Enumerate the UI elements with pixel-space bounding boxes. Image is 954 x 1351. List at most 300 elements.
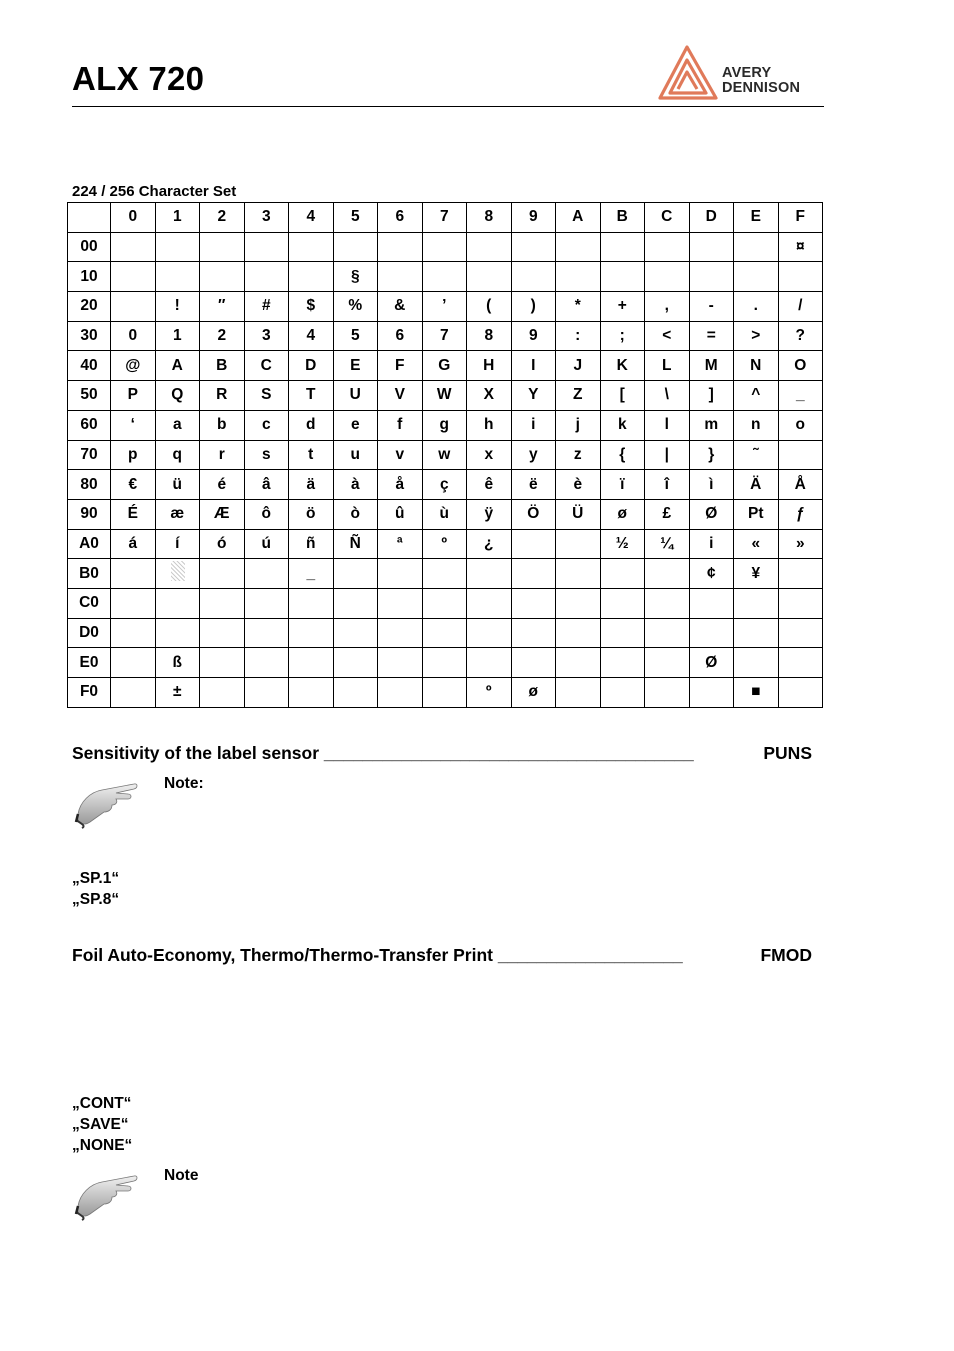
character-cell: | [645, 440, 690, 470]
column-header: 7 [422, 203, 467, 233]
character-cell: ù [422, 499, 467, 529]
character-cell: Ø [689, 648, 734, 678]
row-header: 00 [68, 232, 111, 262]
character-cell: û [378, 499, 423, 529]
character-cell: o [778, 410, 823, 440]
sensitivity-label: Sensitivity of the label sensor ______________________________________ [72, 743, 694, 763]
character-cell [600, 648, 645, 678]
character-cell: Ä [734, 470, 779, 500]
character-cell [511, 559, 556, 589]
character-cell [556, 618, 601, 648]
character-cell: > [734, 321, 779, 351]
pointing-hand-icon [72, 1172, 150, 1222]
foil-value-none: „NONE“ [72, 1137, 133, 1154]
character-cell [200, 618, 245, 648]
column-header: F [778, 203, 823, 233]
character-cell [200, 262, 245, 292]
table-row [68, 351, 823, 381]
document-title: ALX 720 [72, 60, 205, 97]
character-cell [734, 232, 779, 262]
table-row [68, 410, 823, 440]
character-cell [778, 618, 823, 648]
character-cell: Y [511, 381, 556, 411]
character-cell [200, 678, 245, 708]
table-row [68, 470, 823, 500]
character-cell: } [689, 440, 734, 470]
row-header: 10 [68, 262, 111, 292]
character-cell [511, 648, 556, 678]
character-cell: M [689, 351, 734, 381]
character-cell [511, 588, 556, 618]
table-row [68, 678, 823, 708]
character-cell: ƒ [778, 499, 823, 529]
character-cell [689, 618, 734, 648]
character-cell [778, 440, 823, 470]
character-cell [378, 232, 423, 262]
character-cell: d [289, 410, 334, 440]
character-cell: W [422, 381, 467, 411]
character-cell [422, 648, 467, 678]
character-cell [778, 648, 823, 678]
character-cell: s [244, 440, 289, 470]
character-cell: ¤ [778, 232, 823, 262]
character-cell [111, 588, 156, 618]
column-header: 5 [333, 203, 378, 233]
column-header: 4 [289, 203, 334, 233]
row-header: A0 [68, 529, 111, 559]
character-cell: 5 [333, 321, 378, 351]
character-cell [467, 618, 512, 648]
character-cell: æ [155, 499, 200, 529]
table-row [68, 648, 823, 678]
character-cell: f [378, 410, 423, 440]
character-cell: l [645, 410, 690, 440]
character-cell: Ñ [333, 529, 378, 559]
character-cell: c [244, 410, 289, 440]
character-cell: h [467, 410, 512, 440]
character-cell: ″ [200, 292, 245, 322]
character-cell: « [734, 529, 779, 559]
character-cell [111, 232, 156, 262]
character-cell [511, 232, 556, 262]
character-cell: . [734, 292, 779, 322]
character-cell: Æ [200, 499, 245, 529]
character-cell: â [244, 470, 289, 500]
character-cell: e [333, 410, 378, 440]
character-cell: ë [511, 470, 556, 500]
character-cell: ò [333, 499, 378, 529]
character-cell [244, 618, 289, 648]
character-cell: ö [289, 499, 334, 529]
character-cell: < [645, 321, 690, 351]
character-cell: £ [645, 499, 690, 529]
table-caption: 224 / 256 Character Set [72, 183, 237, 200]
character-cell: i [511, 410, 556, 440]
character-cell [422, 262, 467, 292]
character-cell [645, 618, 690, 648]
character-cell: r [200, 440, 245, 470]
table-row [68, 321, 823, 351]
character-cell: 2 [200, 321, 245, 351]
character-cell [378, 678, 423, 708]
sensitivity-note-label: Note: [164, 775, 204, 792]
character-cell: i [689, 529, 734, 559]
character-cell: I [511, 351, 556, 381]
character-cell: L [645, 351, 690, 381]
character-cell [200, 648, 245, 678]
character-cell [333, 678, 378, 708]
character-cell: m [689, 410, 734, 440]
row-header: D0 [68, 618, 111, 648]
character-cell [378, 648, 423, 678]
character-cell [467, 232, 512, 262]
character-cell [645, 588, 690, 618]
character-cell [556, 232, 601, 262]
character-cell: ü [155, 470, 200, 500]
character-cell: % [333, 292, 378, 322]
character-cell: î [645, 470, 690, 500]
character-cell: € [111, 470, 156, 500]
character-cell [422, 232, 467, 262]
character-cell: $ [289, 292, 334, 322]
row-header: 40 [68, 351, 111, 381]
character-cell [600, 559, 645, 589]
table-row [68, 529, 823, 559]
character-cell [378, 262, 423, 292]
character-cell: ± [155, 678, 200, 708]
character-cell: á [111, 529, 156, 559]
row-header: 90 [68, 499, 111, 529]
character-cell [645, 648, 690, 678]
character-cell: ñ [289, 529, 334, 559]
character-cell: ú [244, 529, 289, 559]
character-cell [422, 618, 467, 648]
character-cell [200, 588, 245, 618]
column-header: D [689, 203, 734, 233]
sensitivity-heading [72, 743, 812, 764]
character-cell [155, 232, 200, 262]
character-cell: @ [111, 351, 156, 381]
character-cell: ! [155, 292, 200, 322]
character-cell: p [111, 440, 156, 470]
logo-mark-icon [656, 44, 722, 102]
character-cell [467, 588, 512, 618]
character-cell [333, 588, 378, 618]
character-cell: 7 [422, 321, 467, 351]
character-cell: H [467, 351, 512, 381]
sensitivity-value-sp8: „SP.8“ [72, 891, 120, 908]
character-cell: ß [155, 648, 200, 678]
character-cell: * [556, 292, 601, 322]
character-cell [778, 559, 823, 589]
row-header: 20 [68, 292, 111, 322]
column-header: 0 [111, 203, 156, 233]
character-cell: n [734, 410, 779, 440]
character-cell: w [422, 440, 467, 470]
character-cell [600, 678, 645, 708]
character-cell: Ö [511, 499, 556, 529]
character-cell: G [422, 351, 467, 381]
character-cell: ? [778, 321, 823, 351]
character-cell: ÿ [467, 499, 512, 529]
character-cell [200, 232, 245, 262]
character-cell: y [511, 440, 556, 470]
character-cell [289, 678, 334, 708]
column-header: 6 [378, 203, 423, 233]
character-cell: t [289, 440, 334, 470]
character-cell: O [778, 351, 823, 381]
character-cell: Å [778, 470, 823, 500]
character-cell: É [111, 499, 156, 529]
table-corner-cell [68, 203, 111, 233]
header-divider [72, 106, 824, 107]
foil-heading [72, 945, 812, 966]
character-cell [467, 559, 512, 589]
character-cell: 6 [378, 321, 423, 351]
character-cell [778, 262, 823, 292]
column-header: 3 [244, 203, 289, 233]
character-cell: ä [289, 470, 334, 500]
character-cell: ï [600, 470, 645, 500]
character-cell: 1 [155, 321, 200, 351]
character-cell: ø [511, 678, 556, 708]
character-cell: X [467, 381, 512, 411]
character-cell: 3 [244, 321, 289, 351]
character-cell [734, 648, 779, 678]
character-cell [378, 559, 423, 589]
character-cell: , [645, 292, 690, 322]
character-cell [422, 559, 467, 589]
table-row [68, 262, 823, 292]
character-cell [645, 232, 690, 262]
character-cell: 9 [511, 321, 556, 351]
character-cell: N [734, 351, 779, 381]
character-cell: V [378, 381, 423, 411]
character-cell: z [556, 440, 601, 470]
character-cell [333, 232, 378, 262]
character-cell: ’ [422, 292, 467, 322]
character-cell: ê [467, 470, 512, 500]
character-cell [734, 618, 779, 648]
character-cell [155, 262, 200, 292]
character-cell: \ [645, 381, 690, 411]
character-cell: Ü [556, 499, 601, 529]
character-cell: K [600, 351, 645, 381]
character-cell: é [200, 470, 245, 500]
character-cell [600, 588, 645, 618]
character-cell: a [155, 410, 200, 440]
character-cell: Ø [689, 499, 734, 529]
character-cell [556, 678, 601, 708]
character-cell: b [200, 410, 245, 440]
character-cell: R [200, 381, 245, 411]
row-header: E0 [68, 648, 111, 678]
column-header: 2 [200, 203, 245, 233]
table-row [68, 499, 823, 529]
column-header: C [645, 203, 690, 233]
row-header: 70 [68, 440, 111, 470]
character-cell: / [778, 292, 823, 322]
character-cell: A [155, 351, 200, 381]
character-cell: { [600, 440, 645, 470]
character-cell: Q [155, 381, 200, 411]
character-cell [244, 232, 289, 262]
character-cell: u [333, 440, 378, 470]
table-row [68, 440, 823, 470]
character-cell: ] [689, 381, 734, 411]
character-cell: # [244, 292, 289, 322]
character-cell [778, 588, 823, 618]
column-header: A [556, 203, 601, 233]
character-cell: x [467, 440, 512, 470]
pointing-hand-icon [72, 780, 150, 830]
character-cell: & [378, 292, 423, 322]
character-cell: ¼ [645, 529, 690, 559]
character-cell [244, 678, 289, 708]
row-header: F0 [68, 678, 111, 708]
character-cell: ( [467, 292, 512, 322]
character-cell [244, 588, 289, 618]
character-cell: k [600, 410, 645, 440]
character-cell [289, 232, 334, 262]
character-cell: g [422, 410, 467, 440]
character-cell [556, 648, 601, 678]
row-header: 50 [68, 381, 111, 411]
character-cell: _ [289, 559, 334, 589]
character-cell: = [689, 321, 734, 351]
character-cell [244, 262, 289, 292]
table-row [68, 232, 823, 262]
column-header: 8 [467, 203, 512, 233]
character-cell: ^ [734, 381, 779, 411]
character-cell [600, 618, 645, 648]
column-header: E [734, 203, 779, 233]
character-cell [289, 588, 334, 618]
character-cell: ì [689, 470, 734, 500]
table-row [68, 292, 823, 322]
row-header: C0 [68, 588, 111, 618]
row-header: 30 [68, 321, 111, 351]
character-cell: í [155, 529, 200, 559]
character-cell: B [200, 351, 245, 381]
row-header: 80 [68, 470, 111, 500]
character-cell [600, 262, 645, 292]
character-cell [689, 262, 734, 292]
logo-text-dennison: DENNISON [722, 80, 801, 96]
character-cell: Z [556, 381, 601, 411]
character-cell [155, 588, 200, 618]
character-cell [155, 559, 200, 589]
character-cell [467, 648, 512, 678]
character-cell: 0 [111, 321, 156, 351]
character-cell: J [556, 351, 601, 381]
logo-text-avery: AVERY [722, 65, 772, 81]
sensitivity-code: PUNS [763, 743, 812, 763]
character-cell [111, 292, 156, 322]
table-row [68, 588, 823, 618]
character-cell [467, 262, 512, 292]
character-cell: ¥ [734, 559, 779, 589]
character-cell [200, 559, 245, 589]
character-cell: S [244, 381, 289, 411]
character-cell [556, 588, 601, 618]
character-cell: T [289, 381, 334, 411]
table-row [68, 381, 823, 411]
character-cell [600, 232, 645, 262]
character-cell [556, 262, 601, 292]
character-cell: ˜ [734, 440, 779, 470]
character-cell: - [689, 292, 734, 322]
foil-code: FMOD [760, 945, 812, 965]
character-cell [645, 559, 690, 589]
character-cell [333, 648, 378, 678]
character-cell: º [422, 529, 467, 559]
character-cell: + [600, 292, 645, 322]
character-cell [645, 678, 690, 708]
character-cell: : [556, 321, 601, 351]
character-cell [333, 559, 378, 589]
character-cell [689, 678, 734, 708]
character-cell: ª [378, 529, 423, 559]
character-cell: Pt [734, 499, 779, 529]
column-header: B [600, 203, 645, 233]
character-cell [333, 618, 378, 648]
column-header: 9 [511, 203, 556, 233]
character-cell [111, 618, 156, 648]
character-cell: ô [244, 499, 289, 529]
character-cell: 4 [289, 321, 334, 351]
character-cell: F [378, 351, 423, 381]
character-cell [289, 262, 334, 292]
character-cell [111, 262, 156, 292]
character-cell: ç [422, 470, 467, 500]
character-cell [689, 232, 734, 262]
sensitivity-value-sp1: „SP.1“ [72, 870, 120, 887]
row-header: B0 [68, 559, 111, 589]
character-cell: ‘ [111, 410, 156, 440]
character-cell: å [378, 470, 423, 500]
character-cell: D [289, 351, 334, 381]
avery-dennison-logo [656, 44, 826, 102]
foil-label: Foil Auto-Economy, Thermo/Thermo-Transfer Print ___________________ [72, 945, 683, 965]
row-header: 60 [68, 410, 111, 440]
character-cell [244, 559, 289, 589]
character-cell: v [378, 440, 423, 470]
character-cell: è [556, 470, 601, 500]
character-cell: à [333, 470, 378, 500]
character-cell [111, 559, 156, 589]
character-cell [111, 678, 156, 708]
character-cell: ó [200, 529, 245, 559]
character-cell [155, 618, 200, 648]
character-cell: » [778, 529, 823, 559]
character-cell [778, 678, 823, 708]
table-row [68, 618, 823, 648]
character-cell [378, 618, 423, 648]
foil-value-cont: „CONT“ [72, 1095, 132, 1112]
character-cell [289, 648, 334, 678]
character-cell: j [556, 410, 601, 440]
character-cell [689, 588, 734, 618]
character-cell: ) [511, 292, 556, 322]
character-cell: 8 [467, 321, 512, 351]
character-cell [378, 588, 423, 618]
character-cell [422, 678, 467, 708]
character-cell [111, 648, 156, 678]
character-cell [556, 559, 601, 589]
column-header: 1 [155, 203, 200, 233]
foil-note-label: Note [164, 1167, 199, 1184]
